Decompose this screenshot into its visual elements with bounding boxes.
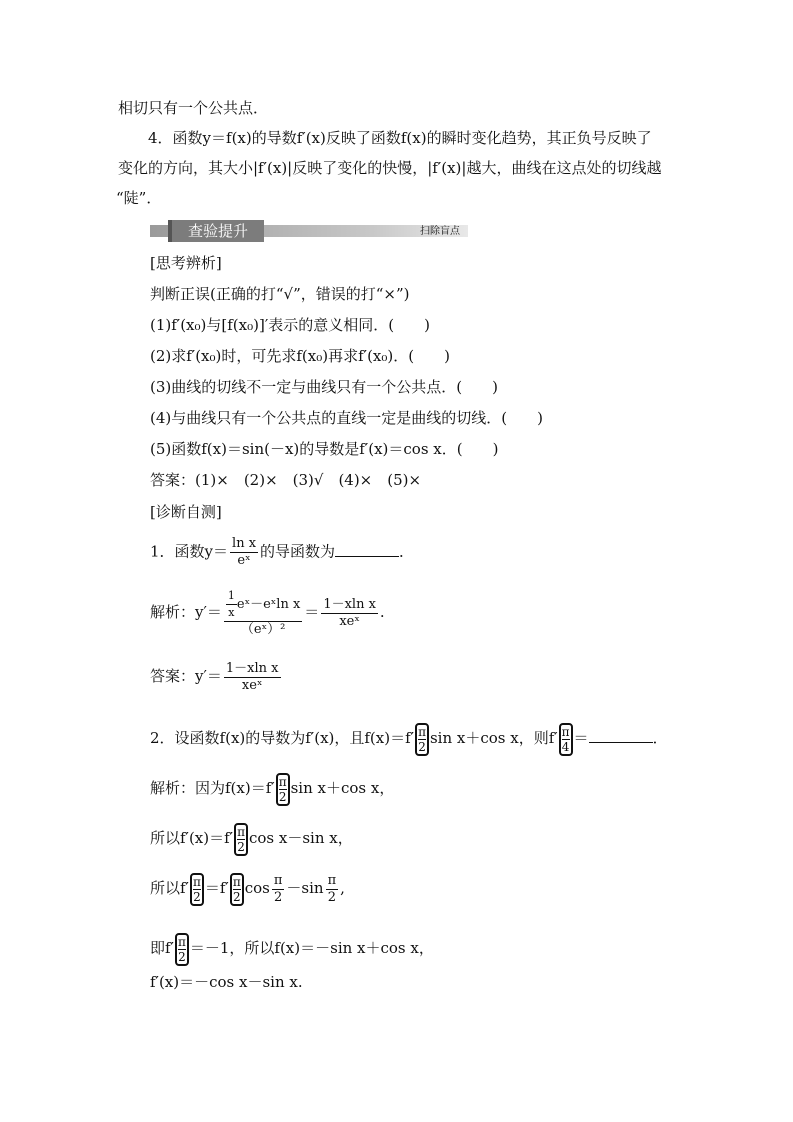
sol1-eq: ＝ [304,603,320,621]
s2-l1-b: sin x＋cos x， [290,779,395,797]
banner-title: 查验提升 [168,220,264,242]
solution-2-line-5: f′(x)＝－cos x－sin x. [150,973,303,991]
s2-l2-a: 所以f′(x)＝f′ [150,829,234,847]
ans1-num: 1－xln x [225,660,279,676]
banner-tag: 扫除盲点 [420,226,460,237]
solution-2-line-4 [150,930,434,966]
pi-symbol: π [177,934,186,949]
denominator-2: 2 [278,789,287,804]
think-heading: [思考辨析] [150,254,222,272]
s2-l4-b: ＝－1，所以f(x)＝－sin x＋cos x， [189,939,434,957]
pi-symbol: π [192,874,201,889]
pi-symbol: π [418,724,426,739]
s2-l3-b: ＝f′ [204,879,229,897]
sol1-inner-num: 1 [226,588,237,605]
p1-den: eˣ [237,553,251,568]
sol1-inner-den: x [228,606,235,619]
s2-l3-a: 所以f′ [150,879,189,897]
s2-l4-a: 即f′ [150,939,174,957]
intro-line-1: 相切只有一个公共点． [118,99,269,117]
s2-l3-d: －sin [286,879,324,897]
denominator-2: 2 [237,839,245,854]
denominator-2: 2 [327,889,336,905]
pi-symbol: π [232,874,241,889]
p2-end: ． [652,729,668,747]
denominator-2: 2 [232,889,241,904]
pi-over-2-bracket [276,773,290,806]
ans1-label: 答案：y′＝ [150,667,222,685]
s2-l3-e: , [340,879,345,897]
ans1-fraction [224,661,281,694]
p1-prefix: 1．函数y＝ [150,542,229,561]
sol1-res-den: xeˣ [339,613,360,629]
think-answer: 答案：(1)× (2)× (3)√ (4)× (5)× [150,471,422,489]
pi-over-2-bracket [230,873,244,906]
pi-symbol: π [237,824,245,839]
intro-line-2: 4．函数y＝f(x)的导数f′(x)反映了函数f(x)的瞬时变化趋势，其正负号反映了 [148,129,652,147]
pi-over-2-frac [326,873,339,906]
answer-blank-2 [589,728,653,743]
sol1-num-rest: eˣ－eˣln x [236,597,301,612]
diag-heading: [诊断自测] [150,503,222,521]
pi-over-2-frac [272,873,285,906]
problem-2 [150,720,668,756]
think-prompt: 判断正误(正确的打“√”，错误的打“×”) [150,285,410,303]
p1-num: ln x [232,536,257,551]
think-q4: (4)与曲线只有一个公共点的直线一定是曲线的切线．( ) [150,409,543,427]
pi-symbol: π [327,872,337,888]
sol1-label: 解析：y′＝ [150,603,222,621]
sol1-end: . [379,603,385,621]
p1-suffix: 的导函数为 [260,542,336,561]
pi-over-2-bracket [234,823,248,856]
intro-line-3: 变化的方向，其大小|f′(x)|反映了变化的快慢，|f′(x)|越大，曲线在这点处的切线越 [118,159,662,177]
p1-end: ． [399,542,415,561]
p2-part-c: ＝ [573,729,589,747]
sol1-result [321,597,378,630]
pi-over-2-bracket [415,723,429,756]
sol1-res-num: 1－xln x [323,596,376,612]
solution-2-line-1 [150,770,394,806]
pi-over-4-bracket [559,723,573,756]
answer-1 [150,658,283,694]
solution-1 [150,588,385,638]
pi-symbol: π [561,724,570,739]
p2-part-a: 2．设函数f(x)的导数为f′(x)，且f(x)＝f′ [150,729,415,747]
solution-2-line-3 [150,870,345,906]
denominator-2: 2 [178,949,186,964]
problem-1 [150,536,414,569]
s2-l2-b: cos x－sin x， [248,829,353,847]
s2-l3-c: cos [244,879,270,897]
solution-2-line-2 [150,820,353,856]
ans1-den: xeˣ [241,677,263,693]
denominator-2: 2 [273,889,283,905]
s2-l1-a: 解析：因为f(x)＝f′ [150,779,275,797]
sol1-den: （eˣ）² [240,622,286,637]
intro-line-4: “陡”． [116,189,162,207]
p2-part-b: sin x＋cos x，则f′ [429,729,558,747]
think-q3: (3)曲线的切线不一定与曲线只有一个公共点．( ) [150,378,498,396]
sol1-inner-frac [226,588,237,621]
answer-blank-1 [335,542,399,557]
section-banner [150,220,468,242]
pi-symbol: π [278,774,287,789]
think-q2: (2)求f′(x₀)时，可先求f(x₀)再求f′(x₀)．( ) [150,347,450,365]
think-q1: (1)f′(x₀)与[f(x₀)]′表示的意义相同．( ) [150,316,430,334]
sol1-num [224,588,302,622]
denominator-2: 2 [418,739,426,754]
sol1-fraction [224,588,302,638]
p1-fraction [230,536,258,569]
pi-over-2-bracket [190,873,204,906]
think-q5: (5)函数f(x)＝sin(－x)的导数是f′(x)＝cos x．( ) [150,440,499,458]
denominator-4: 4 [561,739,570,754]
pi-over-2-bracket [175,933,189,966]
pi-symbol: π [273,872,283,888]
denominator-2: 2 [193,889,201,904]
